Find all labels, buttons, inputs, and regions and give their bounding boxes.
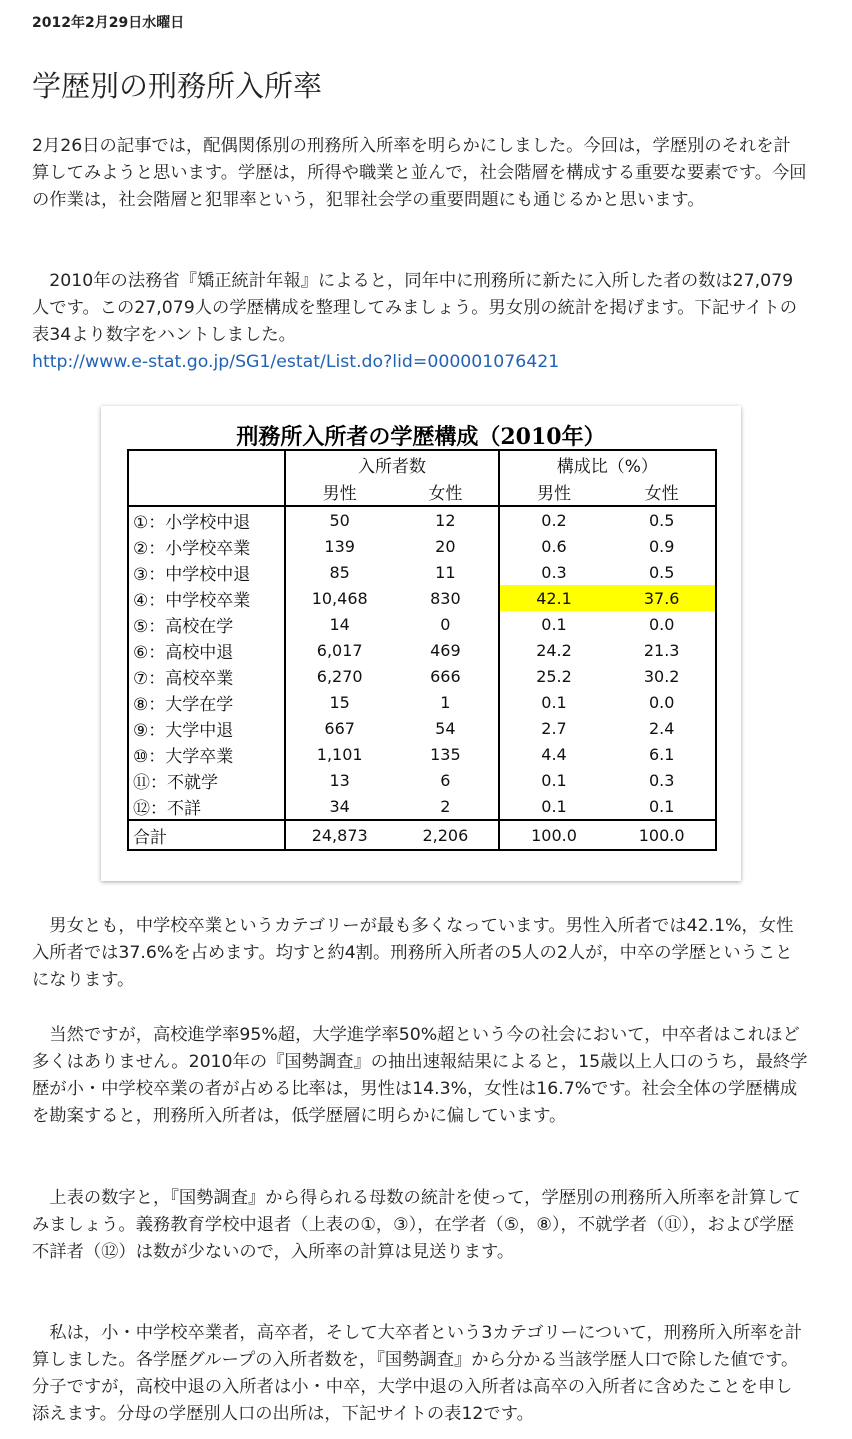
source-link[interactable]: http://www.e-stat.go.jp/SG1/estat/List.do?lid=000001076421 xyxy=(32,352,560,372)
table-figure xyxy=(101,406,741,881)
male-pct: 2.7 xyxy=(499,715,609,741)
female-pct: 0.5 xyxy=(608,506,716,533)
male-pct: 24.2 xyxy=(499,637,609,663)
male-pct: 25.2 xyxy=(499,663,609,689)
paragraph-text: 私は，小・中学校卒業者，高卒者，そして大卒者という3カテゴリーについて，刑務所入所率を計算しました。各学歴グループの入所者数を，『国勢調査』から分かる当該学歴人口で除した値です。分子ですが，高校中退の入所者は小・中卒，大学中退の入所者は高卒の入所者に含めたことを申し添えます。分母の学歴別人口の出所は，下記サイトの表12です。 xyxy=(32,1323,802,1424)
male-count: 10,468 xyxy=(285,585,393,611)
row-label: ⑦：高校卒業 xyxy=(128,663,285,689)
row-label: ③：中学校中退 xyxy=(128,559,285,585)
male-pct: 4.4 xyxy=(499,741,609,767)
row-label: ②：小学校卒業 xyxy=(128,533,285,559)
male-count: 6,270 xyxy=(285,663,393,689)
table-row xyxy=(128,533,716,559)
corner-cell xyxy=(128,478,285,506)
female-count: 2 xyxy=(393,793,499,820)
female-pct: 0.3 xyxy=(608,767,716,793)
education-table xyxy=(127,449,717,851)
row-label: ⑩：大学卒業 xyxy=(128,741,285,767)
male-pct: 100.0 xyxy=(499,820,609,850)
sub-header: 女性 xyxy=(393,478,499,506)
paragraph-text: 2010年の法務省『矯正統計年報』によると，同年中に刑務所に新たに入所した者の数は27,079人です。この27,079人の学歴構成を整理してみましょう。男女別の統計を掲げます。下記サイトの表34より数字をハントしました。 xyxy=(32,271,798,345)
paragraph-intro xyxy=(32,133,808,214)
paragraph-text: 上表の数字と，『国勢調査』から得られる母数の統計を使って，学歴別の刑務所入所率を計算してみましょう。義務教育学校中退者（上表の①，③），在学者（⑤，⑧），不就学者（⑪），および学歴不詳者（⑫）は数が少ないので，入所率の計算は見送ります。 xyxy=(32,1188,801,1262)
paragraph-finding xyxy=(32,913,808,994)
female-count: 20 xyxy=(393,533,499,559)
female-count: 666 xyxy=(393,663,499,689)
paragraph-source xyxy=(32,268,808,376)
male-count: 1,101 xyxy=(285,741,393,767)
paragraph-method xyxy=(32,1185,808,1266)
male-count: 14 xyxy=(285,611,393,637)
male-count: 34 xyxy=(285,793,393,820)
female-count: 2,206 xyxy=(393,820,499,850)
row-label: ⑫：不詳 xyxy=(128,793,285,820)
table-row xyxy=(128,506,716,533)
table-row xyxy=(128,715,716,741)
sub-header: 男性 xyxy=(285,478,393,506)
male-pct: 42.1 xyxy=(499,585,609,611)
group-header-count: 入所者数 xyxy=(285,450,498,478)
female-pct: 6.1 xyxy=(608,741,716,767)
female-count: 469 xyxy=(393,637,499,663)
table-row xyxy=(128,585,716,611)
sub-header: 男性 xyxy=(499,478,609,506)
paragraph-text: 男女とも，中学校卒業というカテゴリーが最も多くなっています。男性入所者では42.1%，女性入所者では37.6%を占めます。均すと約4割。刑務所入所者の5人の2人が，中卒の学歴ということになります。 xyxy=(32,916,794,990)
female-pct: 0.9 xyxy=(608,533,716,559)
table-row xyxy=(128,767,716,793)
female-pct: 0.0 xyxy=(608,611,716,637)
row-label: 合計 xyxy=(128,820,285,850)
male-count: 15 xyxy=(285,689,393,715)
paragraph-text: 2月26日の記事では，配偶関係別の刑務所入所率を明らかにしました。今回は，学歴別のそれを計算してみようと思います。学歴は，所得や職業と並んで，社会階層を構成する重要な要素です。今回の作業は，社会階層と犯罪率という，犯罪社会学の重要問題にも通じるかと思います。 xyxy=(32,136,807,210)
female-count: 54 xyxy=(393,715,499,741)
male-count: 50 xyxy=(285,506,393,533)
male-count: 24,873 xyxy=(285,820,393,850)
male-pct: 0.3 xyxy=(499,559,609,585)
male-pct: 0.1 xyxy=(499,767,609,793)
row-label: ⑨：大学中退 xyxy=(128,715,285,741)
sub-header: 女性 xyxy=(608,478,716,506)
row-label: ④：中学校卒業 xyxy=(128,585,285,611)
row-label: ①：小学校中退 xyxy=(128,506,285,533)
male-count: 13 xyxy=(285,767,393,793)
post-date: 2012年2月29日水曜日 xyxy=(32,15,185,31)
male-pct: 0.6 xyxy=(499,533,609,559)
male-count: 6,017 xyxy=(285,637,393,663)
female-count: 11 xyxy=(393,559,499,585)
female-pct: 0.5 xyxy=(608,559,716,585)
male-count: 85 xyxy=(285,559,393,585)
female-count: 0 xyxy=(393,611,499,637)
row-label: ⑥：高校中退 xyxy=(128,637,285,663)
table-row xyxy=(128,559,716,585)
table-row xyxy=(128,637,716,663)
male-pct: 0.1 xyxy=(499,793,609,820)
table-row xyxy=(128,793,716,820)
total-row xyxy=(128,820,716,850)
female-pct: 21.3 xyxy=(608,637,716,663)
row-label: ⑤：高校在学 xyxy=(128,611,285,637)
female-count: 12 xyxy=(393,506,499,533)
table-row xyxy=(128,741,716,767)
male-pct: 0.2 xyxy=(499,506,609,533)
table-row xyxy=(128,611,716,637)
female-pct: 30.2 xyxy=(608,663,716,689)
post-title: 学歴別の刑務所入所率 xyxy=(32,69,323,103)
male-count: 139 xyxy=(285,533,393,559)
paragraph-calculation xyxy=(32,1320,808,1428)
female-pct: 0.0 xyxy=(608,689,716,715)
female-pct: 2.4 xyxy=(608,715,716,741)
female-count: 830 xyxy=(393,585,499,611)
female-count: 135 xyxy=(393,741,499,767)
table-row xyxy=(128,689,716,715)
male-count: 667 xyxy=(285,715,393,741)
female-pct: 100.0 xyxy=(608,820,716,850)
row-label: ⑧：大学在学 xyxy=(128,689,285,715)
female-pct: 0.1 xyxy=(608,793,716,820)
female-count: 6 xyxy=(393,767,499,793)
group-header-ratio: 構成比（%） xyxy=(499,450,716,478)
paragraph-text: 当然ですが，高校進学率95%超，大学進学率50%超という今の社会において，中卒者はこれほど多くはありません。2010年の『国勢調査』の抽出速報結果によると，15歳以上人口のうち，最終学歴が小・中学校卒業の者が占める比率は，男性は14.3%，女性は16.7%です。社会全体の学歴構成を勘案すると，刑務所入所者は，低学歴層に明らかに偏しています。 xyxy=(32,1025,808,1126)
corner-cell xyxy=(128,450,285,478)
female-pct: 37.6 xyxy=(608,585,716,611)
table-body xyxy=(128,506,716,820)
figure-title: 刑務所入所者の学歴構成（2010年） xyxy=(236,424,606,450)
paragraph-context xyxy=(32,1022,808,1130)
row-label: ⑪：不就学 xyxy=(128,767,285,793)
male-pct: 0.1 xyxy=(499,611,609,637)
male-pct: 0.1 xyxy=(499,689,609,715)
table-row xyxy=(128,663,716,689)
female-count: 1 xyxy=(393,689,499,715)
